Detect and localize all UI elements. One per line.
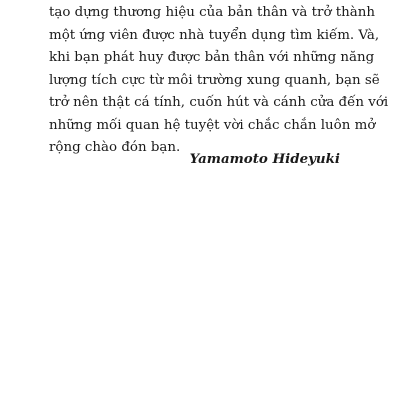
- paragraph-line: tạo dựng thương hiệu của bản thân và trở thành: [49, 5, 375, 20]
- paragraph-line: trở nên thật cá tính, cuốn hút và cánh cửa đến với: [49, 95, 389, 110]
- body-paragraph: [49, 2, 388, 160]
- paragraph-line: khi bạn phát huy được bản thân với những năng: [49, 50, 375, 65]
- paragraph-line: những mối quan hệ tuyệt vời chắc chắn luôn mở: [49, 117, 376, 133]
- paragraph-line: lượng tích cực từ môi trường xung quanh, bạn sẽ: [49, 72, 380, 88]
- author-signature: Yamamoto Hideyuki: [189, 151, 340, 167]
- paragraph-line: một ứng viên được nhà tuyển dụng tìm kiếm. Và,: [49, 27, 380, 43]
- paragraph-line: rộng chào đón bạn.: [49, 140, 181, 155]
